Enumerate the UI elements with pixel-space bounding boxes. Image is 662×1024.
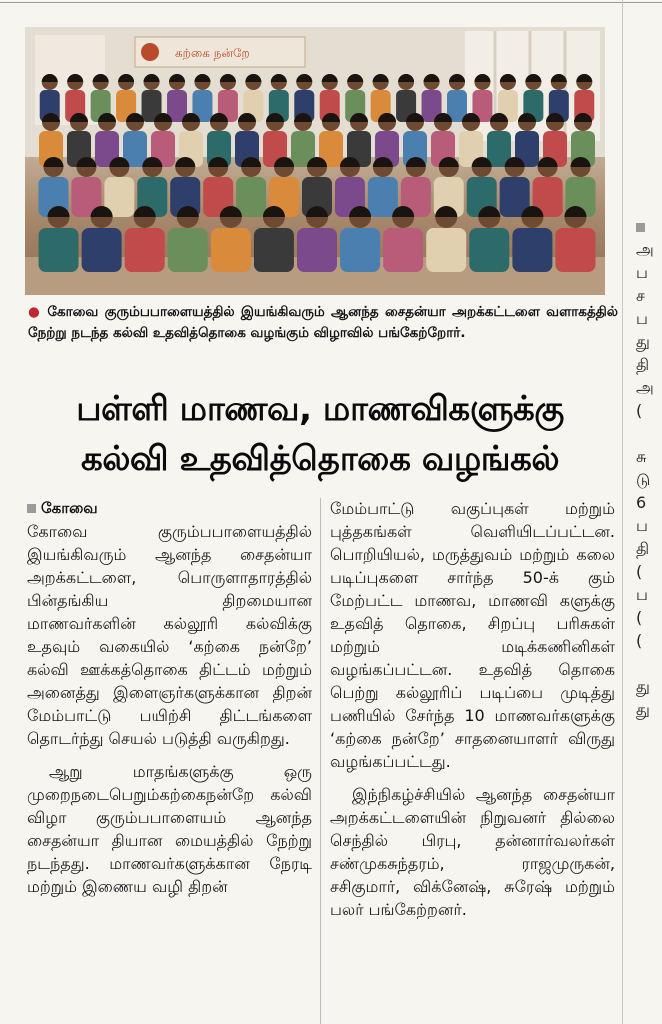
paragraph-1: கோவை குரும்பபாளையத்தில் இயங்கிவரும் ஆனந்த சைதன்யா அறக்கட்டளை, பொருளாதாரத்தில் பின்தங்கிய திறமையான மாணவர்களின் கல்லூரி கல்விக்கு உதவும் வகையில் ‘கற்கை நன்றே’ கல்வி ஊக்கத்தொகை திட்டம் மற்றும் அனைத்து இளைஞர்களுக்கான திறன் மேம்பாட்டு பயிற்சி திட்டங்களை தொடர்ந்து செயல் படுத்தி வருகிறது. [27, 522, 312, 748]
person-body [426, 228, 466, 272]
adjacent-fragment-line: து [636, 677, 650, 696]
dateline-text: கோவை [41, 499, 98, 517]
person-body [368, 177, 398, 217]
adjacent-fragment-line: டு [636, 470, 651, 489]
adjacent-fragment-line: ப [636, 516, 648, 535]
adjacent-fragment-line: அ [636, 240, 654, 259]
person-body [383, 228, 423, 272]
column-rule [622, 0, 623, 1024]
article-column-1 [27, 497, 312, 898]
top-rule [0, 2, 662, 3]
dateline [27, 497, 312, 520]
headline-line-1: பள்ளி மாணவ, மாணவிகளுக்கு [76, 389, 564, 429]
adjacent-fragment-line: ச [636, 286, 645, 305]
adjacent-dateline-square-icon [636, 215, 662, 238]
person-body [236, 177, 266, 217]
group-photo-illustration [25, 27, 605, 295]
person-body [340, 228, 380, 272]
caption-bullet: ● [28, 304, 42, 320]
adjacent-fragment-line: ( [636, 562, 643, 581]
person-body [297, 228, 337, 272]
person-body [254, 228, 294, 272]
banner-logo [141, 43, 159, 61]
person-body [211, 228, 251, 272]
headline [20, 384, 620, 484]
dateline-square-icon [27, 504, 36, 513]
adjacent-fragment-line: ( [636, 608, 643, 627]
adjacent-fragment-line: து [636, 700, 650, 719]
adjacent-article-fragment [636, 215, 662, 721]
article-column-2 [330, 497, 615, 921]
adjacent-fragment-line: ப [636, 263, 648, 282]
column-divider [320, 498, 321, 1024]
adjacent-fragment-line: அ [636, 378, 654, 397]
adjacent-fragment-line: ( [636, 401, 643, 420]
paragraph-3: மேம்பாட்டு வகுப்புகள் மற்றும் புத்தகங்கள் வெளியிடப்பட்டன. பொறியியல், மருத்துவம் மற்றும் கலை படிப்புகளை சார்ந்த 50-க் கும் மேற்பட்ட மாணவ, மாணவி களுக்கு உதவித் தொகை, சிறப்பு பரிசுகள் மற்றும் மடிக்கணினிகள் வழங்கப்பட்டன. உதவித் தொகை பெற்று கல்லூரிப் படிப்பை முடித்து பணியில் சேர்ந்த 10 மாணவர்களுக்கு ‘கற்கை நன்றே’ சாதனையாளர் விருது வழங்கப்பட்டது. [330, 499, 615, 771]
adjacent-fragment-line [636, 422, 662, 445]
news-photo [25, 27, 605, 295]
person-body [555, 228, 595, 272]
person-body [512, 228, 552, 272]
adjacent-fragment-line: தி [636, 355, 650, 374]
person-body [39, 228, 79, 272]
adjacent-fragment-line: து [636, 332, 650, 351]
adjacent-fragment-line: ப [636, 309, 648, 328]
person-body [82, 228, 122, 272]
adjacent-fragment-line: ( [636, 631, 643, 650]
paragraph-4: இந்நிகழ்ச்சியில் ஆனந்த சைதன்யா அறக்கட்டளையின் நிறுவனர் தில்லை செந்தில் பிரபு, தன்னார்வலர்கள் சண்முகசுந்தரம், ராஜமுருகன், சசிகுமார், விக்னேஷ், சுரேஷ் மற்றும் பலர் பங்கேற்றனர். [330, 785, 615, 919]
person-body [125, 228, 165, 272]
adjacent-fragment-line [636, 652, 662, 675]
person-body [168, 228, 208, 272]
person-body [469, 228, 509, 272]
banner-text: கற்கை நன்றே [175, 46, 250, 60]
adjacent-fragment-line: தி [636, 539, 650, 558]
photo-caption [28, 302, 618, 344]
paragraph-2: ஆறு மாதங்களுக்கு ஒரு முறைநடைபெறும்கற்கைநன்றே கல்வி விழா குரும்பபாளையம் ஆனந்த சைதன்யா தியான மையத்தில் நேற்று நடந்தது. மாணவர்களுக்கான நேரடி மற்றும் இணைய வழி திறன் [27, 762, 312, 896]
adjacent-fragment-line: சு [636, 447, 647, 466]
adjacent-fragment-line: 6 [636, 493, 647, 512]
caption-text: கோவை குரும்பபாளையத்தில் இயங்கிவரும் ஆனந்த சைதன்யா அறக்கட்டளை வளாகத்தில் நேற்று நடந்த கல்வி உதவித்தொகை வழங்கும் விழாவில் பங்கேற்றோர். [28, 304, 619, 341]
headline-line-2: கல்வி உதவித்தொகை வழங்கல் [80, 439, 560, 479]
adjacent-fragment-line: ப [636, 585, 648, 604]
